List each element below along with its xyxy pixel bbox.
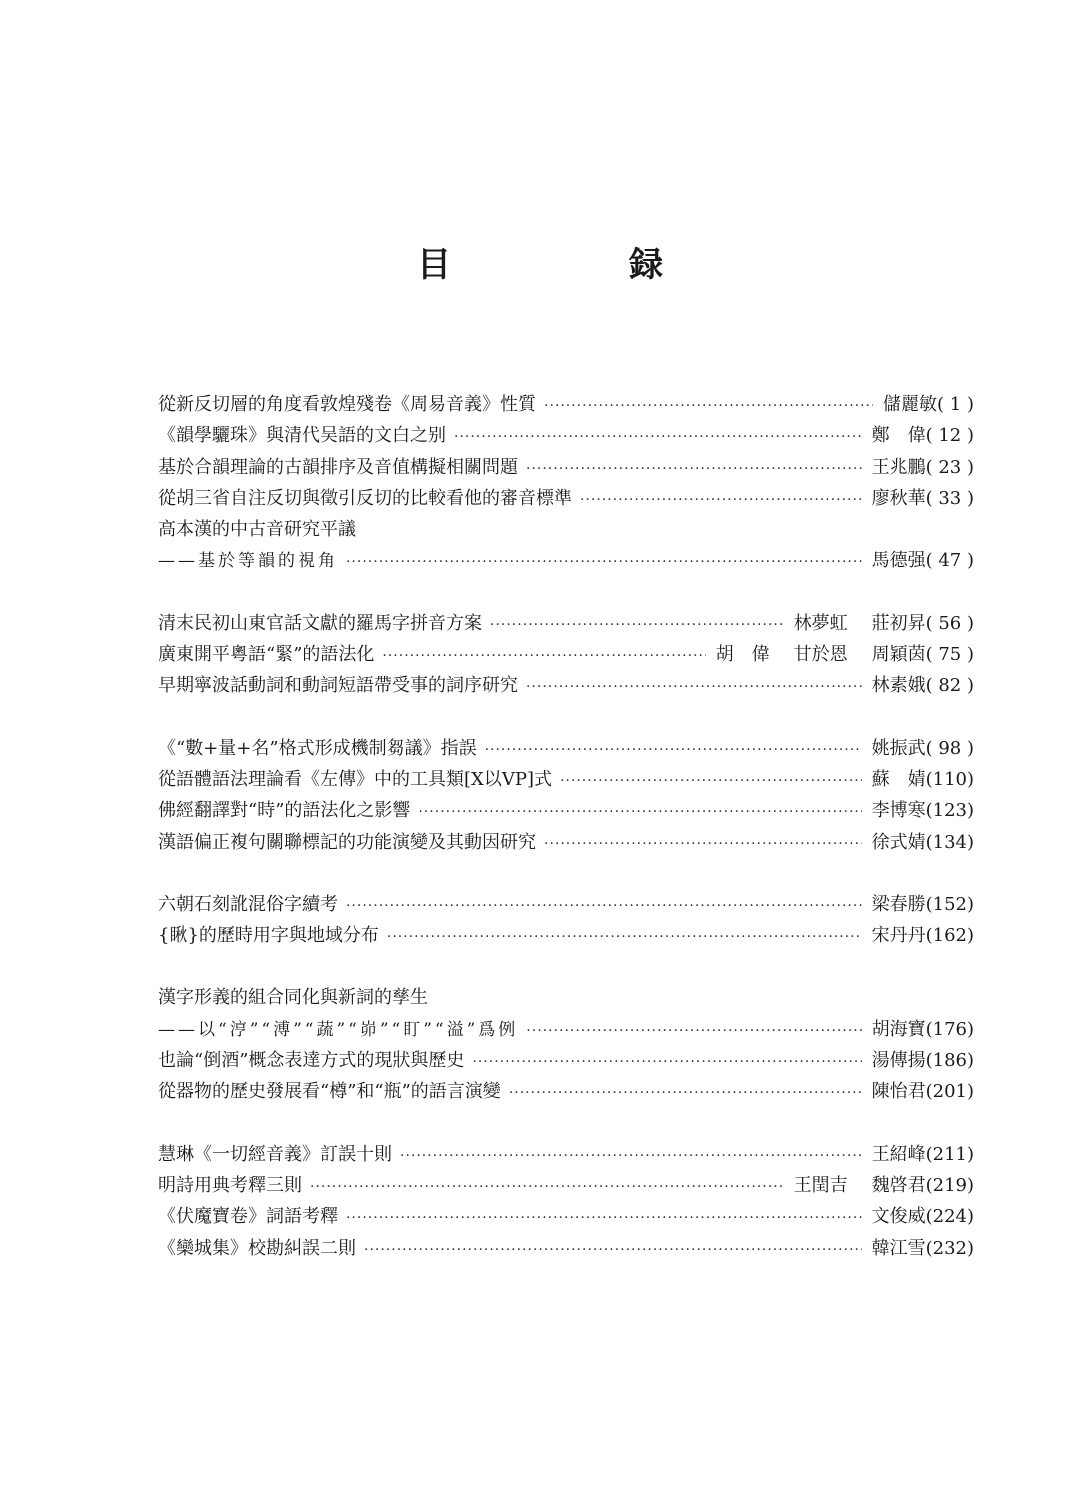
page-number: ( 12 ) <box>925 425 974 447</box>
entry-authors <box>872 920 926 951</box>
dot-leader <box>472 1047 861 1078</box>
dot-leader <box>526 1016 861 1047</box>
dot-leader <box>485 735 862 766</box>
entry-authors <box>872 670 926 701</box>
entry-title: 基於合韻理論的古韻排序及音值構擬相關問題 <box>158 456 518 478</box>
author-name: 王紹峰 <box>871 1143 926 1165</box>
entry-title: 漢語偏正複句關聯標記的功能演變及其動因研究 <box>158 831 536 853</box>
entry-authors <box>872 420 926 451</box>
toc-entry[interactable] <box>158 1201 974 1232</box>
toc-entry[interactable] <box>158 389 974 420</box>
author-name: 莊初昇 <box>871 612 926 634</box>
author-name: 姚振武 <box>871 737 926 759</box>
entry-title: 佛經翻譯對“時”的語法化之影響 <box>158 800 411 822</box>
entry-authors <box>794 608 926 639</box>
toc-entry[interactable] <box>158 483 974 514</box>
entry-authors <box>872 483 926 514</box>
toc-group <box>158 982 974 1107</box>
dot-leader <box>382 641 705 672</box>
toc-group <box>158 733 974 858</box>
author-name: 梁春勝 <box>871 893 926 915</box>
dot-leader <box>544 829 862 860</box>
page-number: (176) <box>925 1018 974 1040</box>
entry-title: 漢字形義的組合同化與新詞的孳生 <box>158 987 428 1009</box>
page-number: (162) <box>925 925 974 947</box>
entry-title: 從器物的歷史發展看“樽”和“瓶”的語言演變 <box>158 1081 501 1103</box>
author-name: 胡海寶 <box>871 1018 926 1040</box>
entry-authors <box>872 1139 926 1170</box>
dot-leader <box>560 766 862 797</box>
entry-authors <box>872 1014 926 1045</box>
toc-entry[interactable] <box>158 733 974 764</box>
toc-group <box>158 1139 974 1264</box>
page-number: (201) <box>925 1081 974 1103</box>
entry-authors <box>872 452 926 483</box>
dot-leader <box>418 797 861 828</box>
dot-leader <box>454 422 862 453</box>
page-title: 目 録 <box>417 245 735 285</box>
entry-title: 《韻學驪珠》與清代吴語的文白之别 <box>158 425 446 447</box>
entry-title: 清末民初山東官話文獻的羅馬字拼音方案 <box>158 612 482 634</box>
toc-entry[interactable] <box>158 1170 974 1201</box>
entry-authors <box>872 733 926 764</box>
author-name: 蘇 婧 <box>871 768 926 790</box>
toc-entry[interactable] <box>158 420 974 451</box>
dot-leader <box>544 391 873 422</box>
author-name: 胡 偉 <box>715 644 770 666</box>
toc-entry[interactable] <box>158 608 974 639</box>
dot-leader <box>387 922 862 953</box>
page-number: (134) <box>925 831 974 853</box>
entry-authors <box>872 1233 926 1264</box>
toc-entry-subtitle[interactable] <box>158 545 974 576</box>
page-number: ( 1 ) <box>937 394 974 415</box>
author-name: 文俊威 <box>871 1206 926 1228</box>
entry-title: ——以“涥”“溥”“蔬”“峁”“盯”“溢”爲例 <box>158 1019 519 1040</box>
author-name: 徐式婧 <box>871 831 926 853</box>
dot-leader <box>346 547 862 578</box>
toc-entry-subtitle[interactable] <box>158 1014 974 1045</box>
dot-leader <box>509 1078 862 1109</box>
page-number: ( 56 ) <box>925 612 974 634</box>
entry-authors <box>794 1170 926 1201</box>
page-number: (123) <box>925 800 974 822</box>
toc-group <box>158 889 974 952</box>
author-name: 魏啓君 <box>871 1174 926 1196</box>
dot-leader <box>490 610 784 641</box>
author-name: 宋丹丹 <box>871 925 926 947</box>
page-number: (224) <box>925 1206 974 1228</box>
entry-authors <box>872 764 926 795</box>
toc-entry[interactable] <box>158 982 974 1013</box>
author-name: 儲麗敏 <box>883 394 938 415</box>
entry-title: 從語體語法理論看《左傳》中的工具類[X以VP]式 <box>158 768 552 790</box>
page-number: ( 98 ) <box>925 737 974 759</box>
dot-leader <box>526 454 862 485</box>
dot-leader <box>580 485 862 516</box>
page-number: (232) <box>925 1237 974 1259</box>
entry-title: 明詩用典考釋三則 <box>158 1174 302 1196</box>
dot-leader <box>400 1141 862 1172</box>
entry-title: ——基於等韻的視角 <box>158 551 338 572</box>
entry-title: 也論“倒酒”概念表達方式的現狀與歷史 <box>158 1050 465 1072</box>
page-number: (110) <box>925 768 974 790</box>
page-number: (186) <box>925 1050 974 1072</box>
author-name: 馬德强 <box>871 550 926 572</box>
entry-title: 從胡三省自注反切與徵引反切的比較看他的審音標準 <box>158 487 572 509</box>
toc-entry[interactable] <box>158 920 974 951</box>
entry-title: 早期寧波話動詞和動詞短語帶受事的詞序研究 <box>158 675 518 697</box>
entry-title: 《伏魔寶卷》詞語考釋 <box>158 1206 338 1228</box>
author-name: 鄭 偉 <box>871 425 926 447</box>
author-name: 王閏吉 <box>793 1174 848 1196</box>
entry-authors <box>872 795 926 826</box>
author-name: 周穎茵 <box>871 644 926 666</box>
toc-entry[interactable] <box>158 1045 974 1076</box>
author-name: 陳怡君 <box>871 1081 926 1103</box>
toc-entry[interactable] <box>158 1076 974 1107</box>
toc-entry[interactable] <box>158 795 974 826</box>
page-number: ( 23 ) <box>925 456 974 478</box>
page-number: ( 47 ) <box>925 550 974 572</box>
table-of-contents <box>158 389 974 1295</box>
dot-leader <box>346 1203 862 1234</box>
entry-authors <box>872 1076 926 1107</box>
author-name: 李博寒 <box>871 800 926 822</box>
toc-group <box>158 389 974 577</box>
dot-leader <box>364 1235 862 1266</box>
toc-entry[interactable] <box>158 889 974 920</box>
toc-entry[interactable] <box>158 670 974 701</box>
toc-entry[interactable] <box>158 1233 974 1264</box>
toc-entry[interactable] <box>158 452 974 483</box>
dot-leader <box>346 891 862 922</box>
author-name: 韓江雪 <box>871 1237 926 1259</box>
entry-authors <box>883 389 937 420</box>
entry-authors <box>872 1045 926 1076</box>
toc-entry[interactable] <box>158 639 974 670</box>
entry-title: 從新反切層的角度看敦煌殘卷《周易音義》性質 <box>158 394 536 415</box>
page-number: ( 75 ) <box>925 644 974 666</box>
toc-entry[interactable] <box>158 1139 974 1170</box>
dot-leader <box>310 1172 784 1203</box>
page-number: (152) <box>925 893 974 915</box>
entry-authors <box>716 639 926 670</box>
page-number: (211) <box>925 1143 974 1165</box>
entry-title: 高本漢的中古音研究平議 <box>158 519 356 541</box>
dot-leader <box>526 672 862 703</box>
toc-group <box>158 608 974 702</box>
author-name: 王兆鵬 <box>871 456 926 478</box>
author-name: 廖秋華 <box>871 487 926 509</box>
author-name: 甘於恩 <box>793 644 848 666</box>
toc-entry[interactable] <box>158 514 974 545</box>
entry-title: 《欒城集》校勘糾誤二則 <box>158 1237 356 1259</box>
author-name: 林夢虹 <box>793 612 848 634</box>
entry-title: {瞅}的歷時用字與地域分布 <box>158 925 379 947</box>
toc-entry[interactable] <box>158 827 974 858</box>
author-name: 林素娥 <box>871 675 926 697</box>
page-number: ( 33 ) <box>925 487 974 509</box>
entry-authors <box>872 889 926 920</box>
entry-title: 六朝石刻訛混俗字續考 <box>158 893 338 915</box>
entry-authors <box>872 545 926 576</box>
entry-authors <box>872 1201 926 1232</box>
page-number: (219) <box>925 1174 974 1196</box>
page-number: ( 82 ) <box>925 675 974 697</box>
entry-authors <box>872 827 926 858</box>
author-name: 湯傳揚 <box>871 1050 926 1072</box>
entry-title: 《“數+量+名”格式形成機制芻議》指誤 <box>158 737 477 759</box>
entry-title: 廣東開平粵語“緊”的語法化 <box>158 644 375 666</box>
toc-entry[interactable] <box>158 764 974 795</box>
entry-title: 慧琳《一切經音義》訂誤十則 <box>158 1143 392 1165</box>
